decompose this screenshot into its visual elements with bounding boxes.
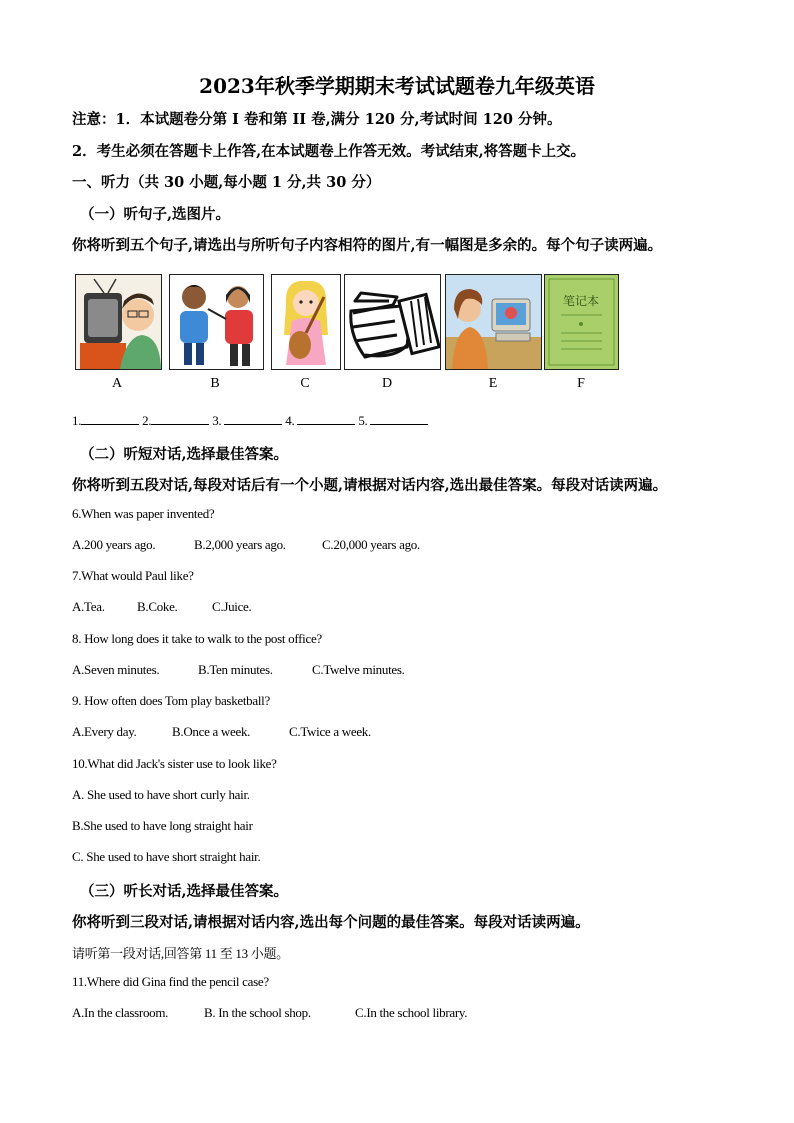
question-8-options	[72, 662, 405, 678]
option-9b[interactable]: B.Once a week.	[172, 724, 251, 739]
option-8a[interactable]: A.Seven minutes.	[72, 662, 160, 677]
picture-label-f: F	[577, 376, 585, 391]
answer-blank-5[interactable]	[370, 412, 428, 425]
question-7: 7.What would Paul like?	[72, 568, 194, 583]
part-2-heading: （二）听短对话,选择最佳答案。	[80, 446, 289, 463]
question-7-options	[72, 599, 251, 615]
question-11-options	[72, 1005, 467, 1021]
section-1-heading: 一、听力（共 30 小题,每小题 1 分,共 30 分）	[72, 174, 381, 191]
blank-number-1: 1.	[72, 413, 82, 428]
answer-blank-3[interactable]	[224, 412, 282, 425]
teacher-and-student-picture	[170, 275, 263, 369]
question-9: 9. How often does Tom play basketball?	[72, 693, 270, 708]
picture-label-c: C	[300, 376, 310, 391]
blank-number-4: 4.	[285, 413, 295, 428]
option-8b[interactable]: B.Ten minutes.	[198, 662, 273, 677]
note-2: 2．考生必须在答题卡上作答,在本试题卷上作答无效。考试结束,将答题卡上交。	[72, 143, 586, 160]
option-10b[interactable]: B.She used to have long straight hair	[72, 818, 253, 833]
option-8c[interactable]: C.Twelve minutes.	[312, 662, 405, 677]
option-7c[interactable]: C.Juice.	[212, 599, 252, 614]
blank-number-2: 2.	[142, 413, 152, 428]
blank-number-5: 5.	[358, 413, 368, 428]
picture-label-d: D	[381, 376, 393, 391]
question-11: 11.Where did Gina find the pencil case?	[72, 974, 269, 989]
part-1-heading: （一）听句子,选图片。	[80, 206, 231, 223]
option-9a[interactable]: A.Every day.	[72, 724, 137, 739]
option-6c[interactable]: C.20,000 years ago.	[322, 537, 420, 552]
picture-label-e: E	[488, 376, 498, 391]
part-3-heading: （三）听长对话,选择最佳答案。	[80, 883, 289, 900]
picture-label-a: A	[111, 376, 123, 391]
option-6b[interactable]: B.2,000 years ago.	[194, 537, 286, 552]
girl-playing-pipa-picture	[272, 275, 340, 369]
option-11c[interactable]: C.In the school library.	[355, 1005, 468, 1020]
question-10: 10.What did Jack's sister use to look like?	[72, 756, 277, 771]
picture-c	[271, 274, 341, 370]
picture-e	[445, 274, 542, 370]
answer-blank-4[interactable]	[297, 412, 355, 425]
question-9-options	[72, 724, 371, 740]
answer-blanks	[72, 412, 428, 429]
notebook-title: 笔记本	[562, 294, 600, 308]
question-6-options	[72, 537, 420, 553]
picture-b	[169, 274, 264, 370]
picture-label-b: B	[210, 376, 220, 391]
option-9c[interactable]: C.Twice a week.	[289, 724, 371, 739]
picture-a	[75, 274, 162, 370]
picture-d	[344, 274, 441, 370]
part-1-instruction: 你将听到五个句子,请选出与所听句子内容相符的图片,有一幅图是多余的。每个句子读两遍。	[72, 237, 663, 254]
boy-watching-tv-picture	[76, 275, 161, 369]
option-6a[interactable]: A.200 years ago.	[72, 537, 156, 552]
option-11a[interactable]: A.In the classroom.	[72, 1005, 169, 1020]
question-6: 6.When was paper invented?	[72, 506, 215, 521]
option-7a[interactable]: A.Tea.	[72, 599, 105, 614]
part-2-instruction: 你将听到五段对话,每段对话后有一个小题,请根据对话内容,选出最佳答案。每段对话读两遍。	[72, 477, 668, 494]
notebook-cover-picture	[545, 275, 618, 369]
option-11b[interactable]: B. In the school shop.	[204, 1005, 311, 1020]
glove-picture	[345, 275, 440, 369]
answer-blank-1[interactable]	[81, 412, 139, 425]
picture-f	[544, 274, 619, 370]
woman-at-computer-picture	[446, 275, 541, 369]
note-1: 注意：1．本试题卷分第 I 卷和第 II 卷,满分 120 分,考试时间 120 分钟。	[72, 111, 562, 128]
blank-number-3: 3.	[212, 413, 222, 428]
part-3-sub-instruction: 请听第一段对话,回答第 11 至 13 小题。	[72, 946, 289, 961]
exam-title: 2023年秋季学期期末考试试题卷九年级英语	[199, 74, 595, 98]
part-3-instruction: 你将听到三段对话,请根据对话内容,选出每个问题的最佳答案。每段对话读两遍。	[72, 914, 590, 931]
question-8: 8. How long does it take to walk to the post office?	[72, 631, 322, 646]
option-10c[interactable]: C. She used to have short straight hair.	[72, 849, 261, 864]
option-10a[interactable]: A. She used to have short curly hair.	[72, 787, 250, 802]
option-7b[interactable]: B.Coke.	[137, 599, 178, 614]
answer-blank-2[interactable]	[151, 412, 209, 425]
